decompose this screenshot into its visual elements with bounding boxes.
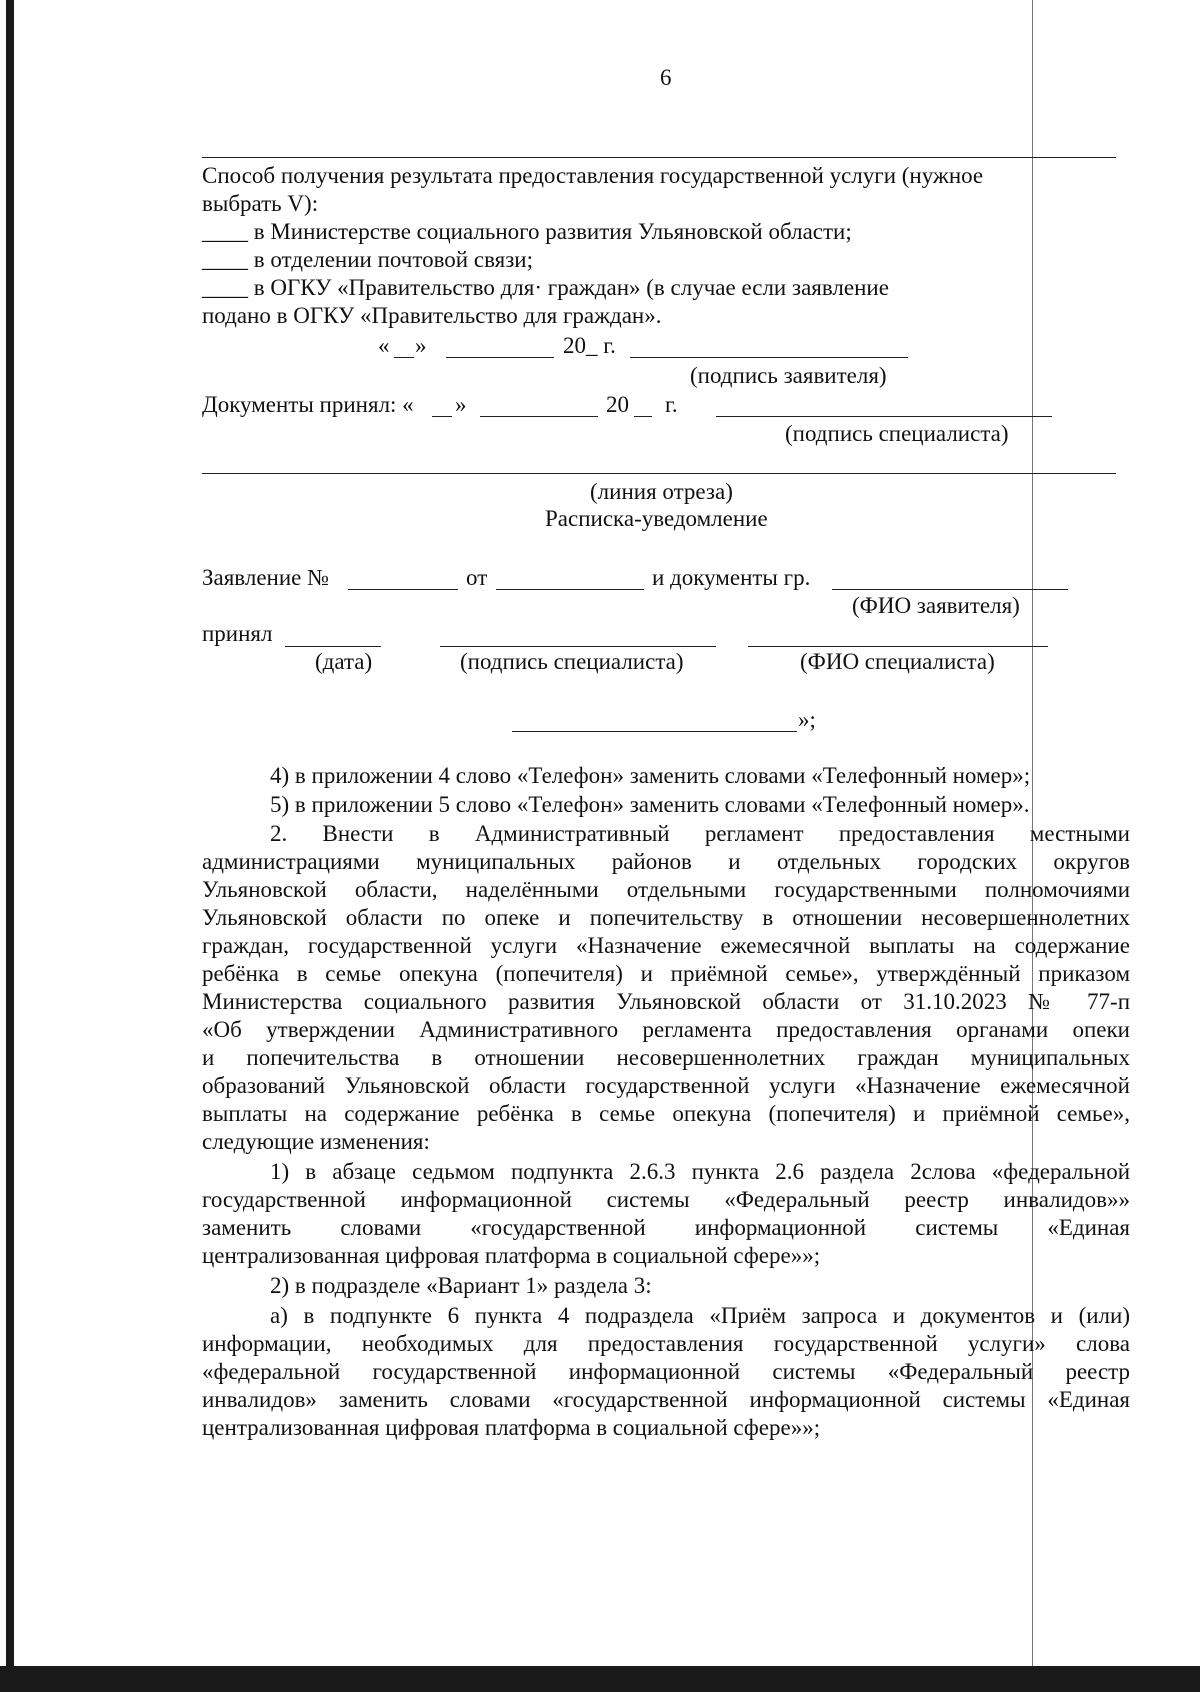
p2-line: образований Ульяновской области государственной услуги «Назначение ежемесячной [202,1073,1130,1098]
p2-last-line: следующие изменения: [202,1129,430,1154]
s2-line: 2) в подразделе «Вариант 1» раздела 3: [270,1273,652,1298]
p2-line: выплаты на содержание ребёнка в семье опекуна (попечителя) и приёмной семье», [202,1101,1130,1126]
option-label: в отделении почтовой связи; [253,247,533,272]
docs-year-suffix: г. [665,392,678,417]
p2-line: «Об утверждении Административного регламента предоставления органами опеки [202,1017,1130,1042]
date-day-blank[interactable] [394,357,414,358]
accepted-fio-blank[interactable] [748,646,1048,647]
date-caption: (дата) [315,649,373,674]
option-blank: ____ [202,247,248,272]
page-number: 6 [660,65,672,90]
closing-mark: »; [798,707,816,732]
cut-line-caption: (линия отреза) [590,479,733,504]
accepted-signature-blank[interactable] [440,646,716,647]
option-post[interactable] [202,246,533,273]
s1-line: 1) в абзаце седьмом подпункта 2.6.3 пункта 2.6 раздела 2слова «федеральной [270,1159,1130,1184]
sa-last-line: централизованная цифровая платформа в социальной сфере»»; [202,1415,821,1440]
accepted-label: принял [202,621,273,646]
applicant-signature-caption: (подпись заявителя) [690,363,887,388]
item-5: 5) в приложении 5 слово «Телефон» заменить словами «Телефонный номер». [270,792,1030,817]
specialist-sign-caption: (подпись специалиста) [460,649,684,674]
applicant-signature-blank[interactable] [630,357,908,358]
p2-line: 2. Внести в Административный регламент предоставления местными [270,821,1130,846]
docs-year: 20 [606,392,629,417]
sa-line: инвалидов» заменить словами «государственной информационной системы «Единая [202,1387,1130,1412]
top-rule [202,157,1116,158]
specialist-fio-caption: (ФИО специалиста) [800,649,995,674]
sa-line: а) в подпункте 6 пункта 4 подраздела «Приём запроса и документов и (или) [270,1303,1130,1328]
scan-bottom-edge [0,1666,1200,1692]
statement-docs-label: и документы гр. [652,565,811,590]
date-month-blank[interactable] [446,357,554,358]
option-ogku[interactable] [202,274,889,301]
sa-line: «федеральной государственной информационной системы «Федеральный реестр [202,1359,1130,1384]
docs-day-blank[interactable] [432,416,452,417]
statement-no-blank[interactable] [348,589,458,590]
option-blank: ____ [202,219,248,244]
p2-line: администрациями муниципальных районов и отдельных городских округов [202,849,1130,874]
s1-line: государственной информационной системы «Федеральный реестр инвалидов»» [202,1187,1130,1212]
date-quote-open: « [378,333,390,358]
date-year: 20_ г. [563,333,616,358]
option-label: в ОГКУ «Правительство для· граждан» (в случае если заявление [253,275,889,300]
date-quote-close: » [415,333,427,358]
accepted-date-blank[interactable] [285,646,381,647]
p2-line: и попечительства в отношении несовершеннолетних граждан муниципальных [202,1045,1130,1070]
s1-line: заменить словами «государственной информационной системы «Единая [202,1215,1130,1240]
p2-line: граждан, государственной услуги «Назначение ежемесячной выплаты на содержание [202,933,1130,958]
p2-line: Ульяновской области, наделёнными отдельными государственными полномочиями [202,877,1130,902]
item-4: 4) в приложении 4 слово «Телефон» заменить словами «Телефонный номер»; [270,763,1031,788]
docs-accepted-label: Документы принял: « [202,392,414,417]
sa-line: информации, необходимых для предоставления государственной услуги» слова [202,1331,1130,1356]
p2-line: ребёнка в семье опекуна (попечителя) и приёмной семье», утверждённый приказом [202,961,1130,986]
statement-date-blank[interactable] [496,589,644,590]
docs-year-blank[interactable] [634,416,652,417]
option-ogku-cont: подано в ОГКУ «Правительство для граждан». [202,303,662,328]
method-heading-line2: выбрать V): [202,191,319,216]
docs-quote-close: » [455,392,467,417]
method-heading-line1: Способ получения результата предоставления государственной услуги (нужное [202,163,984,188]
applicant-fio-blank[interactable] [832,589,1068,590]
receipt-title: Расписка-уведомление [545,506,768,531]
specialist-signature-caption: (подпись специалиста) [785,421,1009,446]
closing-blank[interactable] [512,731,797,732]
option-label: в Министерстве социального развития Ульяновской области; [253,219,852,244]
cut-rule [202,473,1116,474]
p2-line: Ульяновской области по опеке и попечительству в отношении несовершеннолетних [202,905,1130,930]
s1-last-line: централизованная цифровая платформа в социальной сфере»»; [202,1243,821,1268]
option-ministry[interactable] [202,218,852,245]
statement-from-label: от [466,565,488,590]
statement-no-label: Заявление № [202,565,330,590]
option-blank: ____ [202,275,248,300]
docs-month-blank[interactable] [480,416,598,417]
scan-left-edge [6,0,14,1692]
specialist-signature-blank[interactable] [716,416,1052,417]
p2-line: Министерства социального развития Ульяновской области от 31.10.2023 № 77-п [202,989,1130,1014]
applicant-fio-caption: (ФИО заявителя) [852,593,1020,618]
